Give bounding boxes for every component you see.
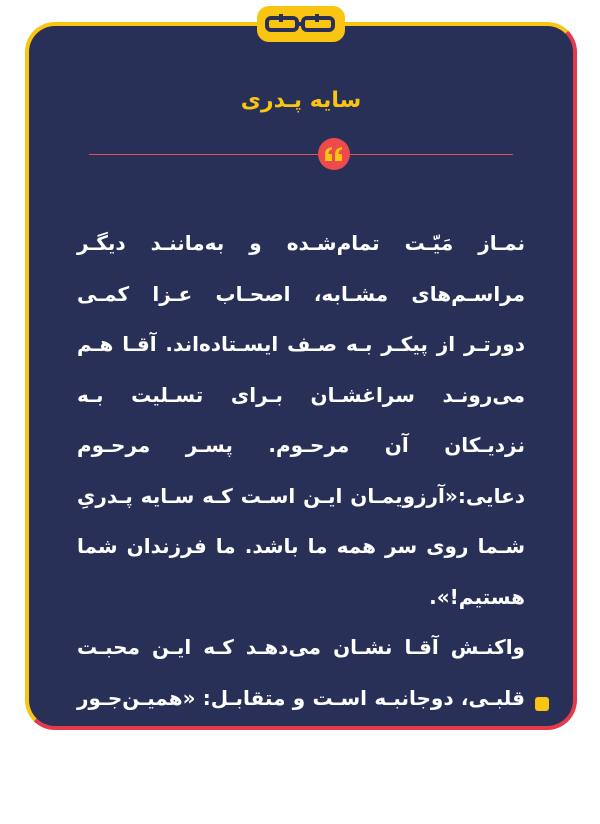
paragraph-2: واکنـش آقـا نشـان می‌دهـد کـه ایـن محبـت قلبـی، دوجانبـه اسـت و متقابـل: «همیـن‌جـور اسـت. مـا هم نسبت به شما همین احساس را داریم.» bbox=[77, 635, 525, 811]
page-title: سایه پـدری bbox=[240, 88, 362, 113]
quote-card bbox=[25, 22, 577, 811]
quote-badge bbox=[318, 138, 350, 170]
logo-tab bbox=[257, 6, 345, 42]
corner-square-decoration bbox=[535, 697, 549, 711]
paragraph-1: نمـاز مَیّـت تمام‌شـده و به‌ماننـد دیگـر مراسـم‌های مشـابه، اصحـاب عـزا کمـی دورتـر از پیکـر بـه صـف ایسـتاده‌اند. آقـا هـم می‌رونـد سراغشـان بـرای تسـلیت بـه نزدیـکان آن مرحـوم. پسـر مرحـوم دعایی:«آرزویمـان ایـن اسـت کـه سـایه پـدریِ شـما روی سر همه ما باشد. ما فرزندان شما هستیم!». bbox=[77, 231, 525, 609]
logo bbox=[265, 12, 337, 36]
body-text bbox=[77, 218, 525, 824]
quote-marks-icon bbox=[325, 147, 343, 161]
title-divider bbox=[89, 154, 513, 155]
